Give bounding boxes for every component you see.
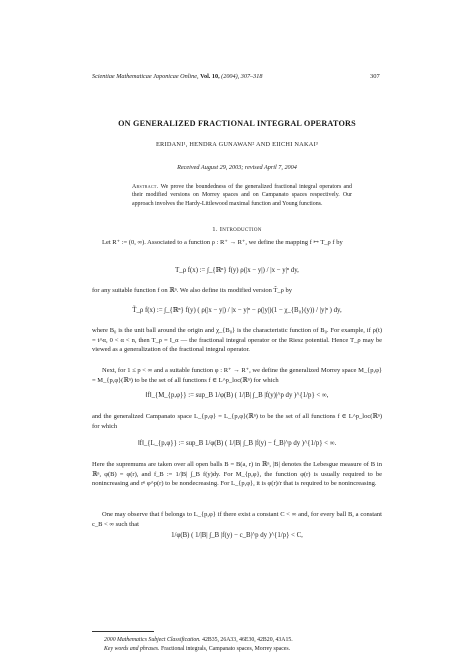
abstract-text: We prove the boundedness of the generalized fractional integral operators and their modified versions on Morrey spaces and on Campanato spaces respectively. Our approach involves the Hardy-Littlewood maximal function and Young functions. xyxy=(132,184,352,207)
msc-label: 2000 Mathematics Subject Classification. xyxy=(104,637,201,643)
equation-2: T̃_ρ f(x) := ∫_{ℝⁿ} f(y) ( ρ(|x − y|) / |x − y|ⁿ − ρ(|y|)(1 − χ_{B₀}(y)) / |y|ⁿ ) dy, xyxy=(132,307,342,314)
paper-title: ON GENERALIZED FRACTIONAL INTEGRAL OPERATORS xyxy=(118,119,356,128)
paragraph-2: for any suitable function f on ℝⁿ. We also define its modified version T̃_ρ by xyxy=(92,287,293,294)
paragraph-7: One may observe that f belongs to L_{p,φ} if there exist a constant C < ∞ and, for every ball B, a constant c_B < ∞ such that xyxy=(92,511,382,528)
equation-1: T_ρ f(x) := ∫_{ℝⁿ} f(y) ρ(|x − y|) / |x − y|ⁿ dy, xyxy=(175,267,299,274)
paragraph-3: where B₀ is the unit ball around the origin and χ_{B₀} is the characteristic function of B₀. For example, if ρ(t) = t^α, 0 < α < n, then T_ρ = I_α — the fractional integral operator or the Riesz potential. Hence T_ρ may be viewed as a generalization of the fractional integral operator. xyxy=(92,327,382,354)
abstract-label: Abstract. xyxy=(132,184,159,190)
footnote-keywords xyxy=(104,645,394,653)
equation-4: ‖f‖_{L_{p,φ}} := sup_B 1/φ(B) ( 1/|B| ∫_B |f(y) − f_B|^p dy )^{1/p} < ∞. xyxy=(137,440,337,447)
year-pages: (2004), 307–318 xyxy=(221,73,263,80)
abstract xyxy=(132,183,352,208)
received-dates: Received August 29, 2003; revised April 7, 2004 xyxy=(177,164,297,171)
keywords-label: Key words and phrases. xyxy=(104,646,160,652)
section-heading-introduction: 1. Introduction xyxy=(212,226,262,233)
page-number: 307 xyxy=(370,73,380,80)
paragraph-6: Here the supremums are taken over all open balls B = B(a, r) in ℝⁿ, |B| denotes the Lebesgue measure of B in ℝⁿ, φ(B) = φ(r), and f_B := 1/|B| ∫_B f(y)dy. For M_{p,φ}, the function φ(r) is usually required to be nonincreasing and rⁿ φ^p(r) to be nondecreasing. For L_{p,φ}, it is φ(r)/r that is required to be nonincreasing. xyxy=(92,461,382,488)
volume: Vol. 10, xyxy=(200,73,220,80)
paragraph-5: and the generalized Campanato space L_{p,φ} = L_{p,φ}(ℝⁿ) to be the set of all functions f ∈ L^p_loc(ℝⁿ) for which xyxy=(92,413,382,430)
authors: ERIDANI¹, HENDRA GUNAWAN² AND EIICHI NAKAI³ xyxy=(155,141,319,148)
footnote-msc xyxy=(104,636,394,644)
journal-name: Scientiae Mathematicae Japonicae Online, xyxy=(92,73,199,80)
keywords-text: Fractional integrals, Campanato spaces, Morrey spaces. xyxy=(160,646,291,652)
equation-3: ‖f‖_{M_{p,φ}} := sup_B 1/φ(B) ( 1/|B| ∫_B |f(y)|^p dy )^{1/p} < ∞, xyxy=(145,392,329,399)
msc-codes: 42B35, 26A33, 46E30, 42B20, 43A15. xyxy=(202,637,293,643)
running-header xyxy=(92,73,384,80)
paragraph-1: Let R⁺ := (0, ∞). Associated to a function ρ : R⁺ → R⁺, we define the mapping f ↦ T_ρ f by xyxy=(102,239,343,246)
footnote-rule xyxy=(92,631,154,632)
paragraph-4: Next, for 1 ≤ p < ∞ and a suitable function φ : R⁺ → R⁺, we define the generalized Morrey space M_{p,φ} = M_{p,φ}(ℝⁿ) to be the set of all functions f ∈ L^p_loc(ℝⁿ) for which xyxy=(92,367,382,384)
equation-5: 1/φ(B) ( 1/|B| ∫_B |f(y) − c_B|^p dy )^{1/p} < C, xyxy=(171,532,303,539)
